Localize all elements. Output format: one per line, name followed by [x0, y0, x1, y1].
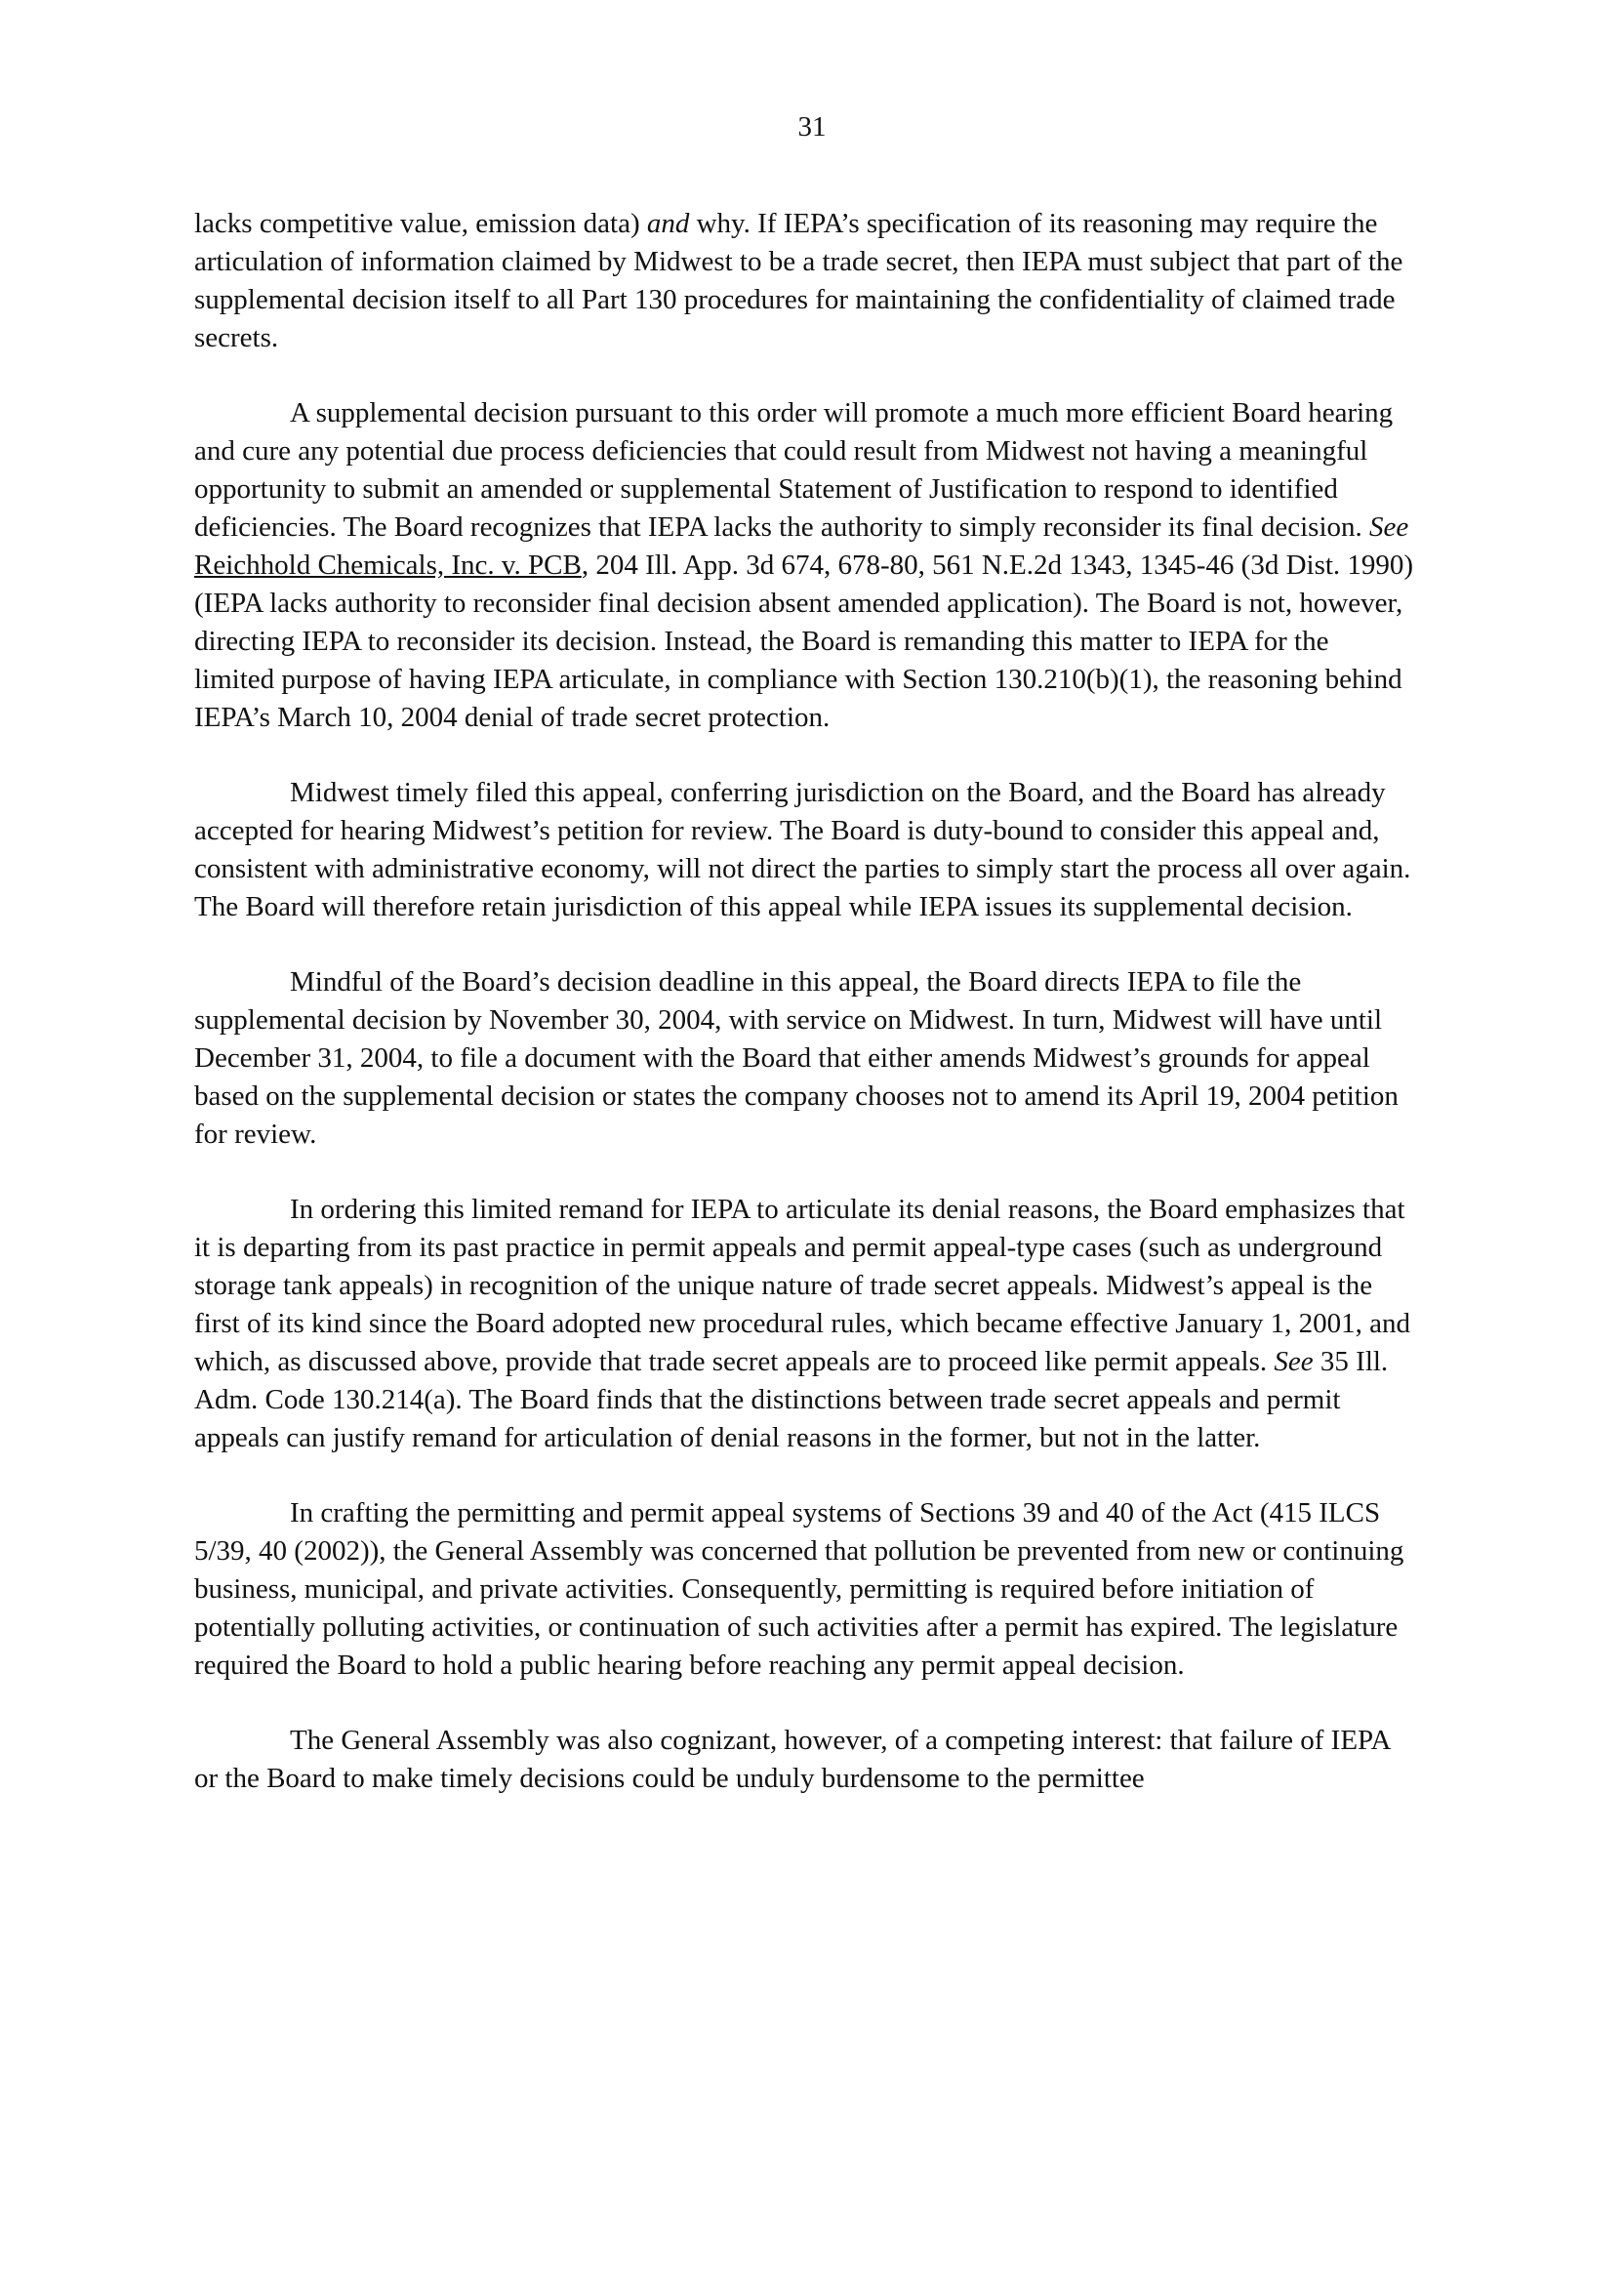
signal-see: See — [1369, 511, 1409, 543]
document-body — [194, 205, 1414, 1798]
text-run: In crafting the permitting and permit appeal systems of Sections 39 and 40 of the Act (415 ILCS 5/39, 40 (2002)), the General Assembly was concerned that pollution be prevented from new or continuing business, municipal, and private activities. Consequently, permitting is required before initiation of potentially polluting activities, or continuation of such activities after a permit has expired. The legislature required the Board to hold a public hearing before reaching any permit appeal decision. — [194, 1497, 1404, 1681]
signal-see: See — [1274, 1346, 1314, 1377]
paragraph-3 — [194, 774, 1414, 926]
text-run: lacks competitive value, emission data) — [194, 208, 647, 239]
paragraph-5 — [194, 1191, 1414, 1457]
paragraph-6 — [194, 1494, 1414, 1685]
text-run: In ordering this limited remand for IEPA to articulate its denial reasons, the Board emphasizes that it is departing from its past practice in permit appeals and permit appeal-type cases (such as underground storage tank appeals) in recognition of the unique nature of trade secret appeals. Midwest’s appeal is the first of its kind since the Board adopted new procedural rules, which became effective January 1, 2001, and which, as discussed above, provide that trade secret appeals are to proceed like permit appeals. — [194, 1194, 1411, 1377]
text-run: 35 Ill. Adm. Code 130.214(a). The Board finds that the distinctions between trade secret appeals and permit appeals can justify remand for articulation of denial reasons in the former, but not in the latter. — [194, 1346, 1389, 1453]
case-citation: Reichhold Chemicals, Inc. v. PCB — [194, 550, 582, 581]
page-number: 31 — [797, 111, 827, 143]
text-run: why. If IEPA’s specification of its reasoning may require the articulation of information claimed by Midwest to be a trade secret, then IEPA must subject that part of the supplemental decision itself to all Part 130 procedures for maintaining the confidentiality of claimed trade secrets. — [194, 208, 1403, 353]
paragraph-7 — [194, 1722, 1414, 1798]
text-run: Midwest timely filed this appeal, conferring jurisdiction on the Board, and the Board has already accepted for hearing Midwest’s petition for review. The Board is duty-bound to consider this appeal and, consistent with administrative economy, will not direct the parties to simply start the process all over again. The Board will therefore retain jurisdiction of this appeal while IEPA issues its supplemental decision. — [194, 777, 1411, 922]
text-run: Mindful of the Board’s decision deadline in this appeal, the Board directs IEPA to file the supplemental decision by November 30, 2004, with service on Midwest. In turn, Midwest will have until December 31, 2004, to file a document with the Board that either amends Midwest’s grounds for appeal based on the supplemental decision or states the company chooses not to amend its April 19, 2004 petition for review. — [194, 966, 1399, 1150]
paragraph-1 — [194, 205, 1414, 357]
text-run: A supplemental decision pursuant to this order will promote a much more efficient Board hearing and cure any potential due process deficiencies that could result from Midwest not having a meaningful opportunity to submit an amended or supplemental Statement of Justification to respond to identified deficiencies. The Board recognizes that IEPA lacks the authority to simply reconsider its final decision. — [194, 397, 1394, 543]
emphasis-and: and — [646, 208, 690, 239]
paragraph-4 — [194, 963, 1414, 1154]
text-run: The General Assembly was also cognizant, however, of a competing interest: that failure of IEPA or the Board to make timely decisions could be unduly burdensome to the permittee — [194, 1725, 1390, 1794]
paragraph-2 — [194, 394, 1414, 737]
text-run: , 204 Ill. App. 3d 674, 678-80, 561 N.E.2d 1343, 1345-46 (3d Dist. 1990) (IEPA lacks authority to reconsider final decision absent amended application). The Board is not, however, directing IEPA to reconsider its decision. Instead, the Board is remanding this matter to IEPA for the limited purpose of having IEPA articulate, in compliance with Section 130.210(b)(1), the reasoning behind IEPA’s March 10, 2004 denial of trade secret protection. — [194, 550, 1414, 733]
